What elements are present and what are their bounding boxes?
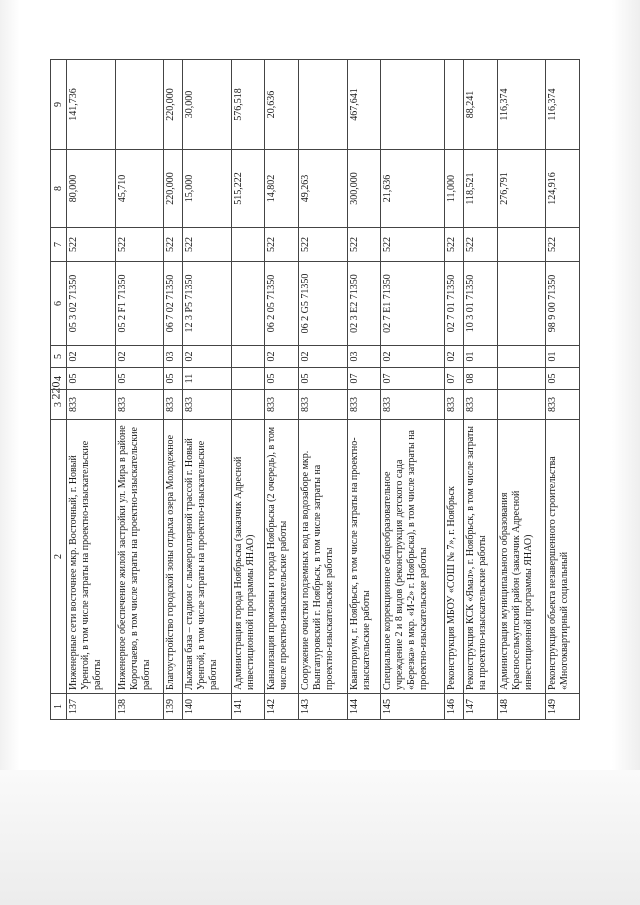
- table-cell: 05 3 02 71350: [67, 262, 116, 346]
- table-cell: Реконструкция КСК «Ямал», г. Ноябрьск, в том числе затраты на проектно-изыскательские работы: [463, 420, 497, 694]
- table-cell: 11: [183, 368, 232, 390]
- table-cell: 140: [183, 694, 232, 720]
- table-cell: 522: [183, 228, 232, 262]
- col-header: 6: [51, 262, 67, 346]
- table-cell: 03: [347, 346, 381, 368]
- table-row: [67, 60, 116, 720]
- table-row: [265, 60, 299, 720]
- table-cell: 138: [115, 694, 164, 720]
- table-cell: 467,641: [347, 60, 381, 150]
- table-cell: Специальное коррекционное общеобразовательное учреждение 2 и 8 видов (реконструкция детского сада «Березка» в мкр. «И-2» г. Ноябрьска), в том числе затраты на проектно-изыскательские работы: [381, 420, 445, 694]
- table-cell: Администрация муниципального образования Красноселькупский район (заказчик Адресной инвестиционной программы ЯНАО): [497, 420, 546, 694]
- table-cell: [231, 262, 265, 346]
- table-cell: 143: [299, 694, 348, 720]
- table-cell: 98 9 00 71350: [546, 262, 580, 346]
- table-cell: 03: [164, 346, 183, 368]
- table-cell: 02: [183, 346, 232, 368]
- table-cell: 01: [546, 346, 580, 368]
- table-cell: [299, 60, 348, 150]
- table-cell: 02: [299, 346, 348, 368]
- table-cell: [115, 60, 164, 150]
- table-cell: 05 2 F1 71350: [115, 262, 164, 346]
- table-cell: 148: [497, 694, 546, 720]
- table-cell: 02: [381, 346, 445, 368]
- table-cell: 833: [67, 390, 116, 420]
- table-cell: [497, 390, 546, 420]
- table-cell: 522: [347, 228, 381, 262]
- table-cell: 05: [67, 368, 116, 390]
- table-cell: 05: [265, 368, 299, 390]
- table-cell: 02: [67, 346, 116, 368]
- table-cell: 116,374: [497, 60, 546, 150]
- table-row: [115, 60, 164, 720]
- table-cell: 276,791: [497, 150, 546, 228]
- col-header: 9: [51, 60, 67, 150]
- table-cell: 144: [347, 694, 381, 720]
- table-cell: 02 3 E2 71350: [347, 262, 381, 346]
- table-cell: 576,518: [231, 60, 265, 150]
- table-row: [299, 60, 348, 720]
- table-cell: Администрация города Ноябрьска (заказчик Адресной инвестиционной программы ЯНАО): [231, 420, 265, 694]
- table-cell: 118,521: [463, 150, 497, 228]
- table-cell: 833: [265, 390, 299, 420]
- table-cell: 147: [463, 694, 497, 720]
- table-cell: 833: [546, 390, 580, 420]
- page-number: 220: [48, 381, 63, 400]
- table-cell: [497, 228, 546, 262]
- table-row: [497, 60, 546, 720]
- table-cell: 522: [381, 228, 445, 262]
- table-cell: 522: [164, 228, 183, 262]
- table-cell: Благоустройство городской зоны отдыха озера Молодежное: [164, 420, 183, 694]
- table-row: [347, 60, 381, 720]
- table-cell: Кванториум, г. Ноябрьск, в том числе затраты на проектно-изыскательские работы: [347, 420, 381, 694]
- table-cell: 49,263: [299, 150, 348, 228]
- table-cell: Лыжная база – стадион с лыжероллерной трассой г. Новый Уренгой, в том числе затраты на проектно-изыскательские работы: [183, 420, 232, 694]
- table-row: [164, 60, 183, 720]
- table-cell: 141: [231, 694, 265, 720]
- table-cell: 522: [265, 228, 299, 262]
- budget-table: [50, 59, 580, 720]
- col-header: 7: [51, 228, 67, 262]
- table-cell: 45,710: [115, 150, 164, 228]
- table-cell: 08: [463, 368, 497, 390]
- table-cell: [231, 368, 265, 390]
- table-cell: 522: [546, 228, 580, 262]
- table-cell: 14,802: [265, 150, 299, 228]
- table-cell: 05: [299, 368, 348, 390]
- col-header: 8: [51, 150, 67, 228]
- table-cell: 116,374: [546, 60, 580, 150]
- table-cell: 01: [463, 346, 497, 368]
- col-header: 2: [51, 420, 67, 694]
- table-cell: [231, 390, 265, 420]
- table-cell: 06 2 05 71350: [265, 262, 299, 346]
- table-cell: [497, 346, 546, 368]
- table-cell: 05: [115, 368, 164, 390]
- col-header: 4: [51, 368, 67, 390]
- col-header: 1: [51, 694, 67, 720]
- table-cell: 145: [381, 694, 445, 720]
- table-cell: 833: [164, 390, 183, 420]
- table-cell: 12 3 P5 71350: [183, 262, 232, 346]
- table-cell: 833: [347, 390, 381, 420]
- table-cell: 522: [67, 228, 116, 262]
- header-row: [51, 60, 67, 720]
- table-cell: 833: [463, 390, 497, 420]
- table-row: [183, 60, 232, 720]
- table-cell: Инженерные сети восточнее мкр. Восточный, г. Новый Уренгой, в том числе затраты на проектно-изыскательские работы: [67, 420, 116, 694]
- table-cell: 137: [67, 694, 116, 720]
- table-cell: 05: [546, 368, 580, 390]
- table-cell: 06 7 02 71350: [164, 262, 183, 346]
- table-cell: 07: [381, 368, 445, 390]
- table-cell: [381, 60, 445, 150]
- table-cell: 522: [299, 228, 348, 262]
- scan-bottom-shade: [0, 770, 640, 905]
- table-cell: 88,241: [463, 60, 497, 150]
- table-cell: Инженерное обеспечение жилой застройки ул. Мира в районе Коротчаево, в том числе затраты на проектно-изыскательские работы: [115, 420, 164, 694]
- table-cell: Реконструкция объекта незавершенного строительства «Многоквартирный социальный: [546, 420, 580, 694]
- table-cell: 146: [445, 694, 464, 720]
- table-cell: Реконструкция МБОУ «СОШ № 7», г. Ноябрьск: [445, 420, 464, 694]
- table-cell: [497, 368, 546, 390]
- table-cell: 522: [463, 228, 497, 262]
- table-cell: 15,000: [183, 150, 232, 228]
- col-header: 3: [51, 390, 67, 420]
- table-cell: 07: [347, 368, 381, 390]
- table-cell: 30,000: [183, 60, 232, 150]
- table-cell: 21,636: [381, 150, 445, 228]
- table-cell: [231, 346, 265, 368]
- table-row: [463, 60, 497, 720]
- table-cell: 80,000: [67, 150, 116, 228]
- table-cell: 141,736: [67, 60, 116, 150]
- table-cell: 124,916: [546, 150, 580, 228]
- table-cell: 05: [164, 368, 183, 390]
- table-cell: 02 7 E1 71350: [381, 262, 445, 346]
- table-cell: 10 3 01 71350: [463, 262, 497, 346]
- table-cell: Канализация промзоны и города Ноябрьска (2 очередь), в том числе проектно-изыскательские работы: [265, 420, 299, 694]
- table-cell: 07: [445, 368, 464, 390]
- table-cell: 833: [183, 390, 232, 420]
- table-cell: 220,000: [164, 150, 183, 228]
- table-cell: 300,000: [347, 150, 381, 228]
- table-cell: 515,222: [231, 150, 265, 228]
- table-row: [381, 60, 445, 720]
- table-cell: 149: [546, 694, 580, 720]
- table-cell: 06 2 G5 71350: [299, 262, 348, 346]
- table-cell: 833: [381, 390, 445, 420]
- table-cell: 833: [445, 390, 464, 420]
- rotated-table-wrapper: [50, 60, 580, 720]
- table-cell: 02 7 01 71350: [445, 262, 464, 346]
- table-cell: 11,000: [445, 150, 464, 228]
- table-cell: [497, 262, 546, 346]
- table-cell: 20,636: [265, 60, 299, 150]
- table-cell: 02: [265, 346, 299, 368]
- table-row: [231, 60, 265, 720]
- table-cell: 139: [164, 694, 183, 720]
- table-cell: 02: [445, 346, 464, 368]
- table-cell: 522: [115, 228, 164, 262]
- col-header: 5: [51, 346, 67, 368]
- table-row: [445, 60, 464, 720]
- table-cell: Сооружение очистки подземных вод на водозаборе мкр. Вынгапуровский г. Ноябрьск, в том числе затраты на проектно-изыскательские работы: [299, 420, 348, 694]
- table-cell: 220,000: [164, 60, 183, 150]
- table-row: [546, 60, 580, 720]
- table-cell: 142: [265, 694, 299, 720]
- table-cell: [231, 228, 265, 262]
- table-cell: 833: [299, 390, 348, 420]
- table-cell: [445, 60, 464, 150]
- table-cell: 522: [445, 228, 464, 262]
- table-cell: 833: [115, 390, 164, 420]
- table-cell: 02: [115, 346, 164, 368]
